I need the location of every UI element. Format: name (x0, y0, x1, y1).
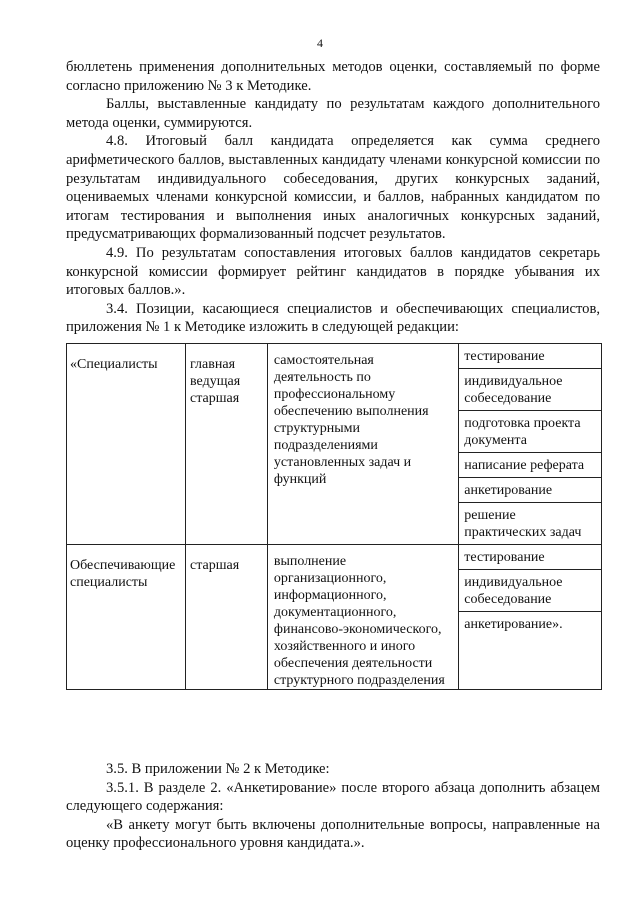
method-item: написание реферата (459, 453, 601, 478)
paragraph: 3.5.1. В разделе 2. «Анкетирование» после второго абзаца дополнить абзацем следующего содержания: (66, 779, 600, 815)
paragraph: 3.5. В приложении № 2 к Методике: (106, 761, 330, 777)
method-item: анкетирование (459, 478, 601, 503)
method-item: индивидуальное собеседование (459, 369, 601, 411)
groups-cell: главная ведущая старшая (186, 344, 268, 545)
method-item: тестирование (459, 545, 601, 570)
groups-cell: старшая (186, 545, 268, 690)
paragraph: 4.9. По результатам сопоставления итоговых баллов кандидатов секретарь конкурсной комиссии формирует рейтинг кандидатов в порядке убывания их итоговых баллов.». (66, 244, 600, 299)
page-number: 4 (317, 36, 323, 50)
body-text-top (66, 58, 600, 337)
paragraph: «В анкету могут быть включены дополнительные вопросы, направленные на оценку профессионального уровня кандидата.». (66, 816, 600, 852)
description-cell: самостоятельная деятельность по профессиональному обеспечению выполнения структурными подразделениями установленных задач и функций (267, 344, 458, 545)
method-item: тестирование (459, 344, 601, 369)
positions-table (66, 343, 602, 690)
paragraph: бюллетень применения дополнительных методов оценки, составляемый по форме согласно приложению № 3 к Методике. (66, 59, 600, 94)
method-item: индивидуальное собеседование (459, 570, 601, 612)
table-row (67, 344, 602, 545)
method-item: решение практических задач (464, 508, 582, 540)
paragraph: Баллы, выставленные кандидату по результатам каждого дополнительного метода оценки, суммируются. (66, 96, 600, 131)
method-item: подготовка проекта документа (459, 411, 601, 453)
method-item: анкетирование». (464, 617, 563, 632)
body-text-bottom (66, 760, 600, 853)
methods-cell (459, 545, 602, 690)
category-cell: Обеспечивающие специалисты (67, 545, 186, 690)
paragraph: 4.8. Итоговый балл кандидата определяется как сумма среднего арифметического баллов, выставленных кандидату членами конкурсной комиссии по результатам индивидуального собеседования, других конкурсных заданий, оцениваемых членами конкурсной комиссии, и баллов, набранных кандидатом по итогам тестирования и выполнения иных аналогичных конкурсных заданий, предусматривающих формализованный подсчет результатов. (66, 133, 600, 243)
category-cell: «Специалисты (67, 344, 186, 545)
description-cell: выполнение организационного, информационного, документационного, финансово-экономического, хозяйственного и иного обеспечения деятельности структурного подразделения (267, 545, 458, 690)
paragraph: 3.4. Позиции, касающиеся специалистов и обеспечивающих специалистов, приложения № 1 к Методике изложить в следующей редакции: (66, 300, 600, 336)
table-row (67, 545, 602, 690)
methods-cell (459, 344, 602, 545)
